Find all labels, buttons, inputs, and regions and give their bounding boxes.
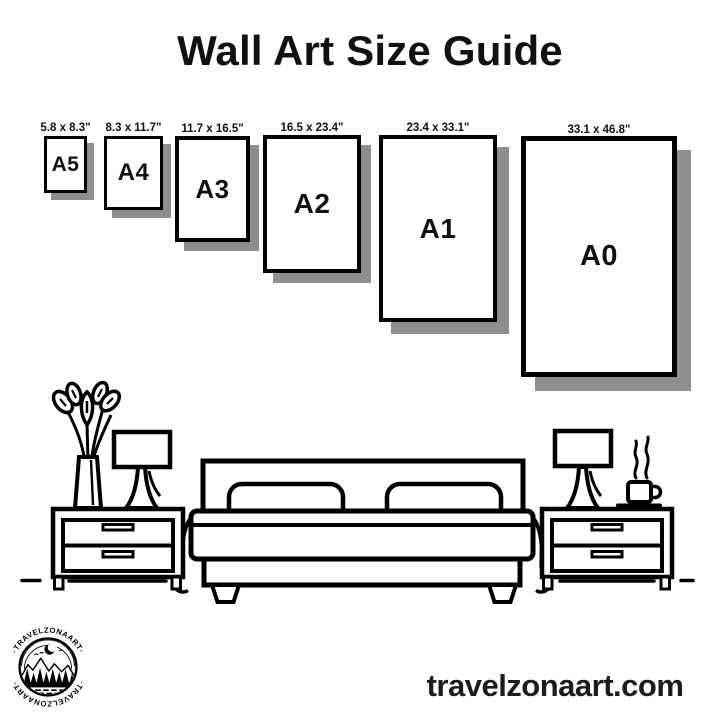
size-code-a4: A4 [117,159,150,186]
nightstand-left-icon [53,509,183,589]
size-dimensions-a1: 23.4 x 33.1" [406,122,470,134]
website-url: travelzonaart.com [426,668,684,703]
coffee-cup-icon [618,437,661,506]
size-code-a1: A1 [419,212,457,244]
table-lamp-right-icon [555,431,611,508]
bed-icon [174,461,550,602]
size-dimensions-a3: 11.7 x 16.5" [181,123,244,135]
table-lamp-left-icon [114,432,170,508]
page-title: Wall Art Size Guide [177,27,563,74]
size-code-a2: A2 [293,188,331,219]
size-dimensions-a2: 16.5 x 23.4" [280,122,344,134]
size-dimensions-a0: 33.1 x 46.8" [567,124,631,136]
logo-ring-text-top: ·TRAVELZONAART· [9,625,87,655]
logo-ring-text-bottom: ·TRAVELZONAART· [9,679,87,709]
size-dimensions-a4: 8.3 x 11.7" [105,122,162,134]
size-code-a0: A0 [579,240,619,272]
logo-badge [8,627,88,707]
nightstand-right-icon [542,509,672,589]
size-code-a3: A3 [195,173,230,204]
size-dimensions-a5: 5.8 x 8.3" [40,122,91,134]
size-code-a5: A5 [51,152,80,176]
